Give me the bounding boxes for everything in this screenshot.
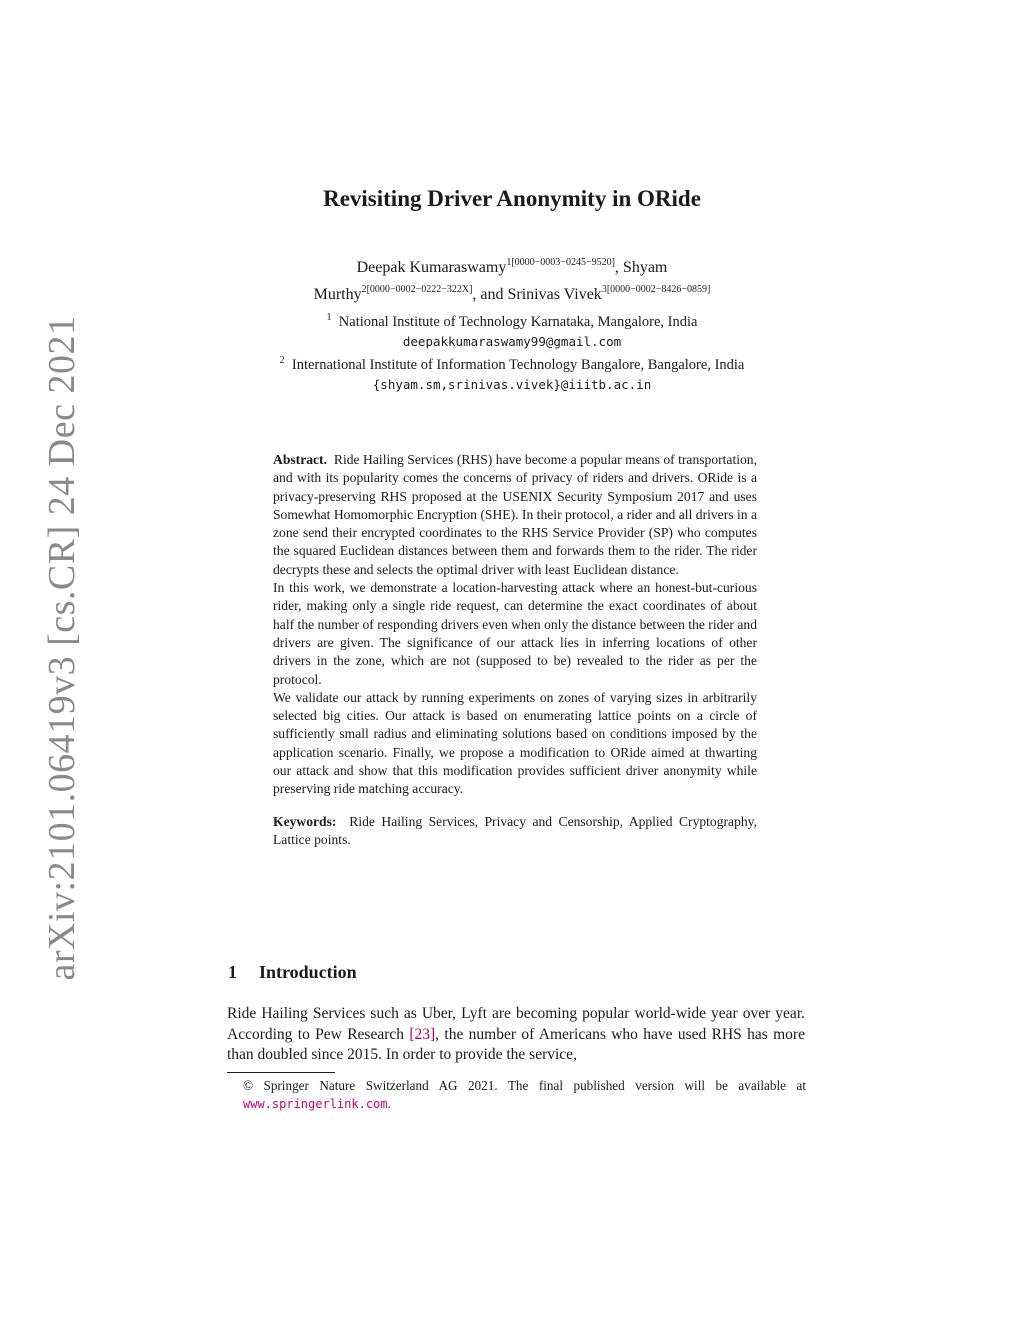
- affiliation: $^2$ International Institute of Information Technology Bangalore, Bangalore, India: [279, 355, 745, 373]
- author-orcid: 2[0000−0002−0222−322X]: [361, 284, 473, 295]
- publisher-link[interactable]: www.springerlink.com: [243, 1097, 388, 1111]
- abstract-paragraph: Abstract. Ride Hailing Services (RHS) have become a popular means of transportation, and with its popularity comes the concerns of privacy of riders and drivers. ORide is a privacy-preserving RHS proposed at the USENIX Security Symposium 2017 and uses Somewhat Homomorphic Encryption (SHE). In their protocol, a rider and all drivers in a zone send their encrypted coordinates to the RHS Service Provider (SP) who computes the squared Euclidean distances between them and forwards them to the rider. The rider decrypts these and selects the optimal driver with least Euclidean distance.: [273, 452, 758, 577]
- abstract-label: Abstract.: [273, 452, 327, 467]
- affiliation-email[interactable]: {shyam.sm,srinivas.vivek}@iiitb.ac.in: [372, 377, 652, 392]
- author-list: [0, 252, 1024, 306]
- section-body: Ride Hailing Services such as Uber, Lyft are becoming popular world-wide year over year. According to Pew Research [23], the number of Americans who have used RHS has more than doubled since 2015. In order to provide the service,: [227, 1005, 805, 1063]
- paper-title: Revisiting Driver Anonymity in ORide: [323, 186, 701, 211]
- affiliations: [0, 308, 1024, 394]
- affiliation-email[interactable]: deepakkumaraswamy99@gmail.com: [402, 334, 622, 349]
- footnote-divider: [227, 1072, 335, 1073]
- author-separator: , and Srinivas Vivek: [472, 286, 602, 303]
- author-orcid: 3[0000−0002−8426−0859]: [601, 284, 711, 295]
- footnote: © Springer Nature Switzerland AG 2021. The final published version will be available at www.springerlink.com.: [243, 1078, 806, 1111]
- keywords-label: Keywords:: [273, 813, 337, 829]
- abstract-paragraph: We validate our attack by running experiments on zones of varying sizes in arbitrarily selected big cities. Our attack is based on enumerating lattice points on a circle of sufficiently small radius and eliminating solutions based on conditions imposed by the application scenario. Finally, we propose a modification to ORide aimed at thwarting our attack and show that this modification provides sufficient driver anonymity while preserving ride matching accuracy.: [273, 689, 757, 797]
- author-name: Murthy: [313, 286, 362, 303]
- abstract-paragraph: In this work, we demonstrate a location-harvesting attack where an honest-but-curious rider, making only a single ride request, can determine the exact coordinates of about half the number of responding drivers even when only the distance between the rider and drivers are given. The significance of our attack lies in inferring locations of other drivers in the zone, which are not (supposed to be) revealed to the rider as per the protocol.: [273, 580, 757, 687]
- arxiv-sidebar-stamp: arXiv:2101.06419v3 [cs.CR] 24 Dec 2021: [41, 315, 83, 981]
- author-name: Deepak Kumaraswamy: [356, 259, 507, 276]
- author-separator: , Shyam: [614, 259, 668, 276]
- citation-link[interactable]: [23]: [409, 1025, 436, 1043]
- affiliation: $^1$ National Institute of Technology Karnataka, Mangalore, India: [326, 312, 698, 330]
- author-orcid: 1[0000−0003−0245−9520]: [506, 257, 615, 268]
- abstract: [273, 451, 757, 849]
- section-heading: 1 Introduction: [228, 962, 357, 982]
- keywords: Keywords: Ride Hailing Services, Privacy and Censorship, Applied Cryptography, Lattice points.: [273, 813, 757, 847]
